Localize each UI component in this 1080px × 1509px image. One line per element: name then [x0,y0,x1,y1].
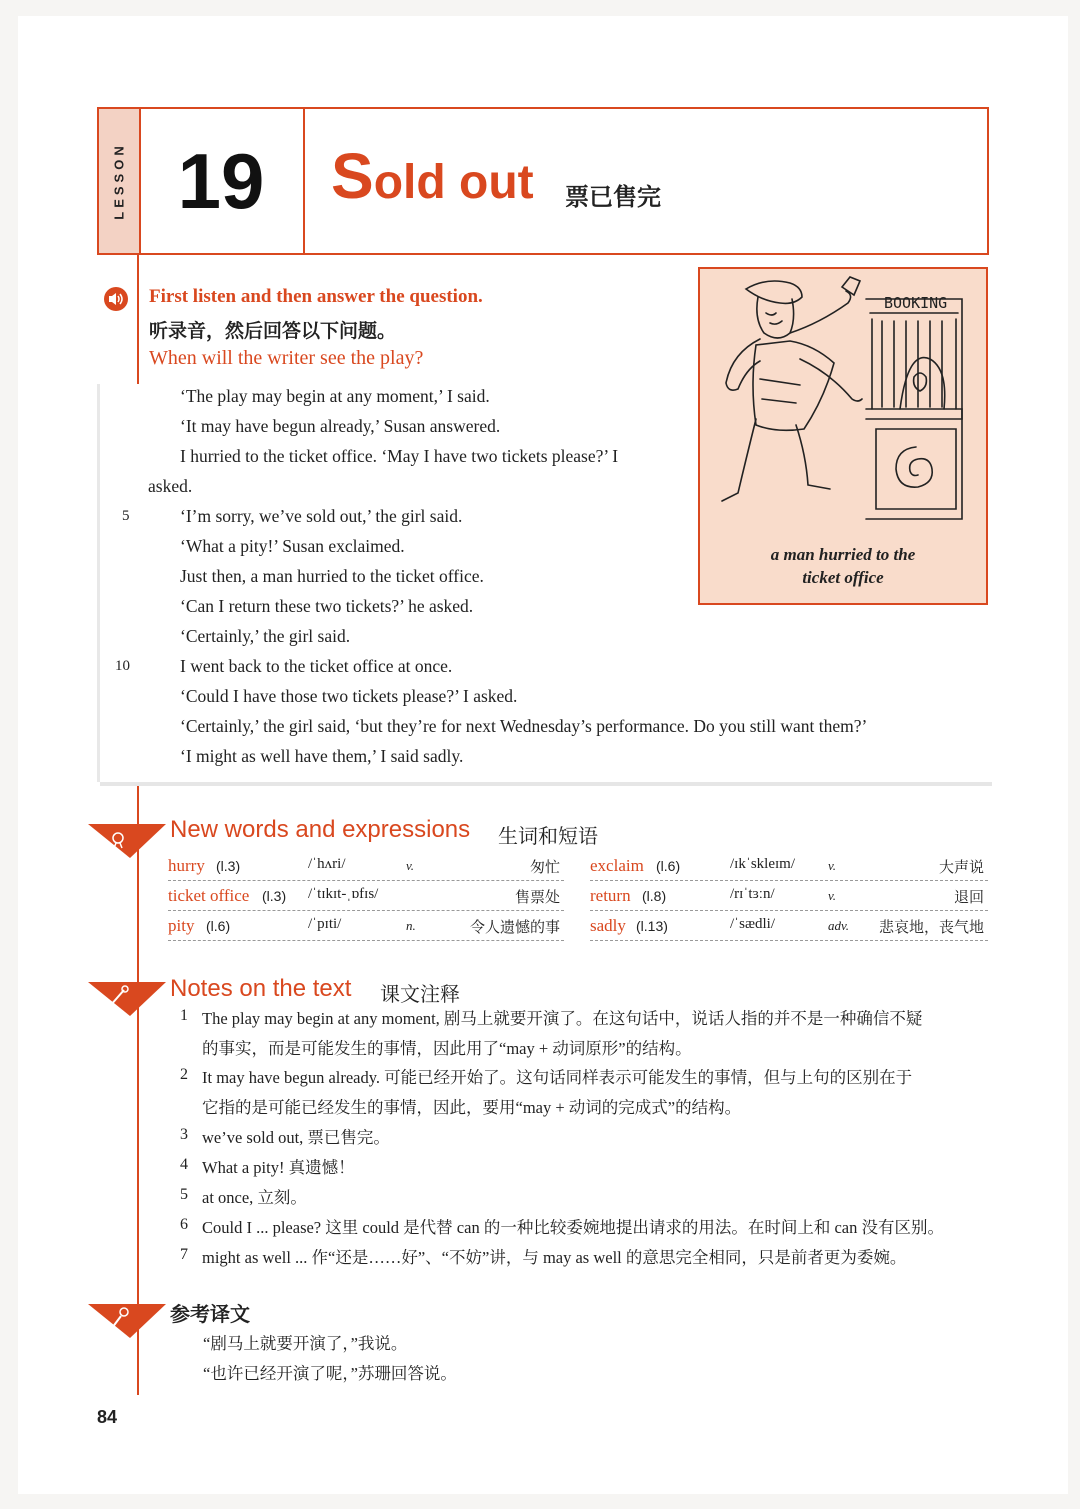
note-number: 4 [180,1156,188,1173]
story-line: ‘Could I have those two tickets please?’ I asked. [180,686,518,706]
lesson-number: 19 [139,109,305,253]
vocab-pos: adv. [828,918,850,933]
vocab-row [590,916,988,941]
line-number: 5 [122,508,130,524]
vocab-word: hurry [168,856,205,875]
vocab-ref: (l.8) [642,888,667,904]
lesson-title-rest: old out [373,156,534,209]
illustration-caption [700,543,986,589]
ticket-office-drawing [700,269,986,539]
note-number: 1 [180,1007,188,1024]
lesson-label: LESSON [111,142,127,220]
key-flag-icon [88,1298,166,1344]
page-number: 84 [97,1407,118,1427]
vocab-ipa: /ˈpɪti/ [308,916,342,932]
caption-line-1: a man hurried to the [770,545,916,564]
note-number: 7 [180,1246,188,1263]
lesson-header [97,107,989,255]
note-number: 2 [180,1066,188,1083]
note-text: The play may begin at any moment, 剧马上就要开演了。在这句话中，说话人指的并不是一种确信不疑 [202,1009,923,1028]
vocab-ref: (l.6) [656,858,681,874]
vocab-meaning: 大声说 [938,858,984,876]
booking-sign: BOOKING [884,294,948,312]
story-line: ‘The play may begin at any moment,’ I said. [180,386,490,406]
comprehension-question: When will the writer see the play? [149,347,424,369]
lightbulb-flag-icon [88,818,166,864]
story-line: ‘It may have begun already,’ Susan answered. [180,416,501,436]
note-text: What a pity! 真遗憾！ [202,1158,355,1177]
vocab-meaning: 匆忙 [529,858,560,876]
note-text: might as well ... 作“还是……好”、“不妨”讲，与 may as well 的意思完全相同，只是前者更为委婉。 [202,1248,907,1267]
story-line: ‘I’m sorry, we’ve sold out,’ the girl said. [180,506,463,526]
vocab-row [168,886,564,911]
vocab-meaning: 悲哀地，丧气地 [878,918,984,936]
lesson-title [331,139,534,213]
vocab-ref: (l.3) [216,858,241,874]
vocab-pos: v. [406,858,415,873]
translation-heading: 参考译文 [170,1304,250,1326]
vocab-word: exclaim [590,856,644,875]
note-text: at once, 立刻。 [202,1188,307,1207]
vocab-ref: (l.3) [262,888,287,904]
vocab-ipa: /ˈtɪkɪt-ˌɒfɪs/ [308,886,379,902]
vocab-meaning: 令人遗憾的事 [469,918,560,936]
story-line: I went back to the ticket office at once. [180,656,453,676]
illustration [698,267,988,605]
notes-heading: Notes on the text [170,975,352,1002]
lesson-label-bar [99,109,141,253]
vocab-meaning: 售票处 [514,888,560,906]
vocab-word: ticket office [168,886,250,905]
audio-speaker-icon[interactable] [104,287,128,311]
vocab-ipa: /ˈsædli/ [730,916,776,932]
notes-heading-chinese: 课文注释 [380,984,460,1006]
translation-line: “也许已经开演了呢，”苏珊回答说。 [203,1364,457,1383]
note-number: 6 [180,1216,188,1233]
note-text: It may have begun already. 可能已经开始了。这句话同样表示可能发生的事情，但与上句的区别在于 [202,1068,913,1087]
note-number: 5 [180,1186,188,1203]
story-line: ‘What a pity!’ Susan exclaimed. [180,536,405,556]
vocab-row [590,886,988,911]
vocab-heading-chinese: 生词和短语 [498,826,598,848]
note-number: 3 [180,1126,188,1143]
vocab-row [590,856,988,881]
instruction-english: First listen and then answer the question. [149,286,483,307]
story-line: ‘Certainly,’ the girl said, ‘but they’re for next Wednesday’s performance. Do you still want them?’ [180,716,868,736]
story-line: ‘Certainly,’ the girl said. [180,626,351,646]
vocab-ipa: /rɪˈtɜːn/ [730,886,775,902]
vocab-pos: v. [828,888,837,903]
note-text: Could I ... please? 这里 could 是代替 can 的一种比较委婉地提出请求的用法。在时间上和 can 没有区别。 [202,1218,944,1237]
vocab-meaning: 退回 [953,888,984,906]
vocab-ipa: /ɪkˈskleɪm/ [730,856,795,872]
vocab-ref: (l.13) [636,918,668,934]
vocab-row [168,916,564,941]
vocab-pos: v. [828,858,837,873]
vocab-word: sadly [590,916,626,935]
vocab-row [168,856,564,881]
story-line: ‘I might as well have them,’ I said sadly. [180,746,464,766]
vocab-word: pity [168,916,195,935]
story-line: Just then, a man hurried to the ticket office. [180,566,484,586]
vocab-word: return [590,886,631,905]
story-line: I hurried to the ticket office. ‘May I have two tickets please?’ I [180,446,619,466]
note-text: we’ve sold out, 票已售完。 [202,1128,390,1147]
vocab-ipa: /ˈhʌri/ [308,856,346,872]
line-number: 10 [115,658,130,674]
vocab-ref: (l.6) [206,918,231,934]
caption-line-2: ticket office [802,568,884,587]
story-line: ‘Can I return these two tickets?’ he asked. [180,596,474,616]
translation-line: “剧马上就要开演了，”我说。 [203,1334,408,1353]
lesson-title-chinese: 票已售完 [565,184,661,211]
vocab-pos: n. [406,918,416,933]
vocab-heading: New words and expressions [170,816,471,843]
lesson-title-initial: S [331,140,374,212]
story-line: asked. [148,476,193,496]
pen-flag-icon [88,976,166,1022]
instruction-chinese: 听录音，然后回答以下问题。 [149,321,397,342]
note-text: 的事实，而是可能发生的事情，因此用了“may + 动词原形”的结构。 [202,1039,692,1058]
note-text: 它指的是可能已经发生的事情，因此，要用“may + 动词的完成式”的结构。 [202,1098,742,1117]
